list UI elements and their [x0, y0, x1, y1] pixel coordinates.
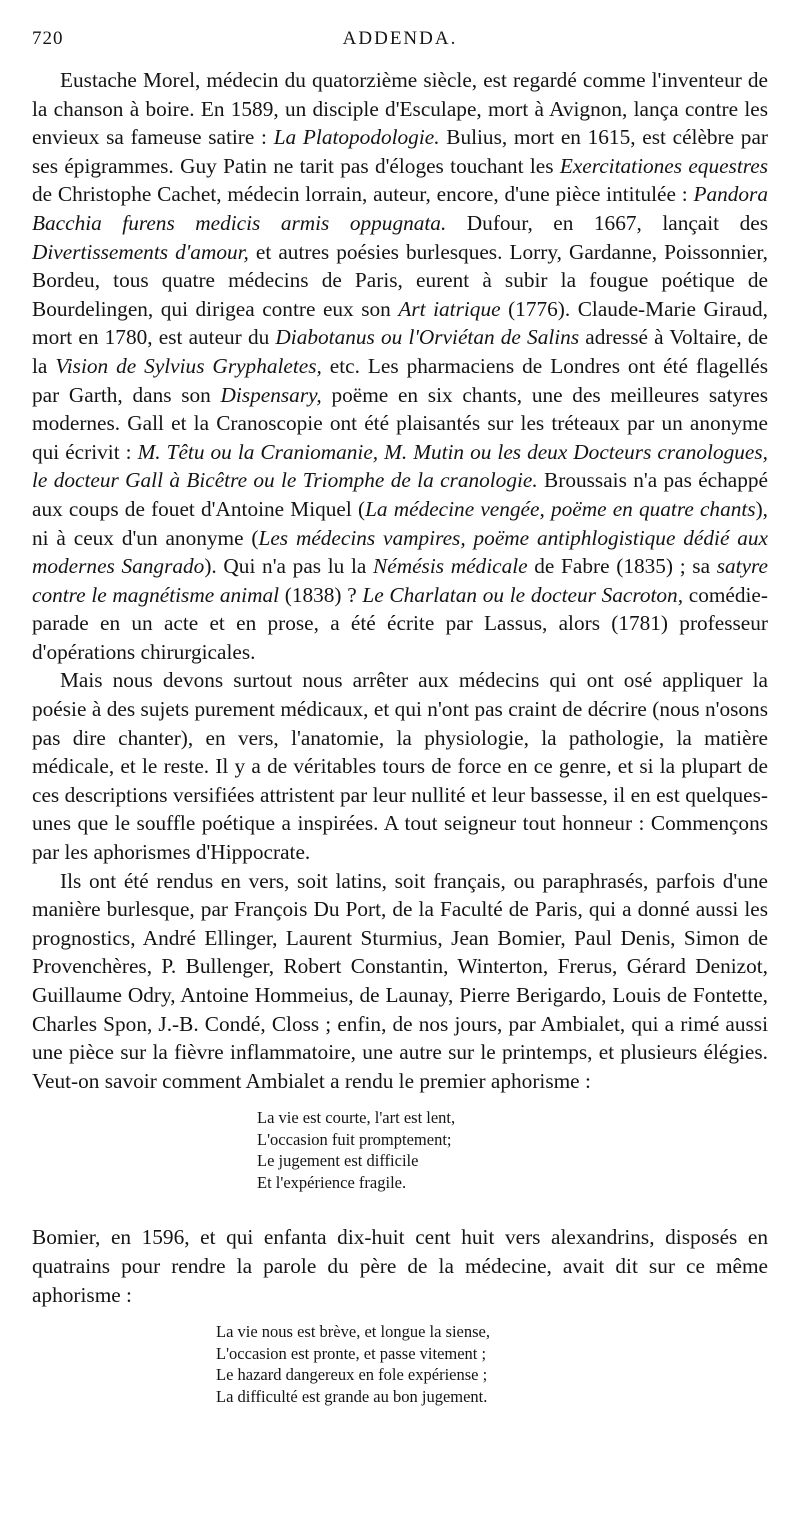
verse-line: Le hazard dangereux en fole expériense ; [216, 1365, 488, 1385]
verse-line: L'occasion est pronte, et passe vitement ; [216, 1343, 487, 1363]
italic-title-run: Pandora Bacchia furens medicis armis oppugnata. [32, 182, 768, 235]
italic-title-run: Dispensary, [220, 382, 322, 407]
text-run: (1838) ? [279, 582, 363, 607]
italic-title-run: La médecine vengée, poëme en quatre chants [365, 496, 756, 521]
verse-ambialet [32, 1107, 768, 1193]
text-run: Broussais n'a pas échappé aux coups de fouet d'Antoine Miquel ( [32, 468, 768, 521]
italic-title-run: Divertissements d'amour, [32, 239, 249, 264]
text-run: poëme en six chants, une des meilleures satyres modernes. Gall et la Cranoscopie ont été plaisantés sur les tréteaux par un anonyme qui écrivit : [32, 382, 768, 464]
verse-line: La vie nous est brève, et longue la siense, [216, 1322, 490, 1342]
text-run: Bomier, en 1596, et qui enfanta dix-huit cent huit vers alexandrins, disposés en quatrains pour rendre la parole du père de la médecine, avait dit sur ce même aphorisme : [32, 1225, 768, 1307]
text-run: et autres poésies burlesques. Lorry, Gardanne, Poissonnier, Bordeu, tous quatre médecins de Paris, eurent à subir la fougue poétique de Bourdelingen, qui dirigea contre eux son [32, 239, 768, 321]
italic-title-run: Les médecins vampires, poëme antiphlogistique dédié aux modernes Sangrado [32, 525, 769, 579]
verse-line: L'occasion fuit promptement; [257, 1129, 452, 1149]
italic-title-run: M. Têtu ou la Craniomanie, M. Mutin ou les deux Docteurs cranologues, le docteur Gall à Bicêtre ou le Triomphe de la cranologie. [32, 439, 768, 493]
paragraph-1 [32, 66, 768, 666]
verse-line: La vie est courte, l'art est lent, [257, 1108, 456, 1128]
running-header [32, 28, 768, 58]
running-title: ADDENDA. [342, 28, 458, 49]
text-run: Bulius, mort en 1615, est célèbre par ses épigrammes. Guy Patin ne tarit pas d'éloges touchant les [32, 125, 768, 178]
text-run: (1776). Claude-Marie Giraud, mort en 1780, est auteur du [32, 296, 768, 350]
italic-title-run: Vision de Sylvius Gryphaletes, [55, 353, 322, 378]
verse-line: Le jugement est difficile [257, 1151, 419, 1171]
verse-line: La difficulté est grande au bon jugement. [216, 1386, 488, 1406]
text-run: de Christophe Cachet, médecin lorrain, auteur, encore, d'une pièce intitulée : [32, 182, 694, 207]
verse-bomier [32, 1321, 768, 1407]
paragraph-3 [32, 867, 768, 1096]
italic-title-run: satyre contre le magnétisme animal [32, 554, 768, 607]
italic-title-run: Némésis médicale [373, 554, 528, 579]
text-run: ). Qui n'a pas lu la [204, 554, 374, 579]
text-run: Ils ont été rendus en vers, soit latins, soit français, ou paraphrasés, parfois d'une manière burlesque, par François Du Port, de la Faculté de Paris, qui a donné aussi les prognostics, André Ellinger, Laurent Sturmius, Jean Bomier, Paul Denis, Simon de Provenchères, P. Bullenger, Robert Constantin, Winterton, Frerus, Gérard Denizot, Guillaume Odry, Antoine Hommeius, de Launay, Pierre Berigardo, Louis de Fontette, Charles Spon, J.-B. Condé, Closs ; enfin, de nos jours, par Ambialet, qui a rimé aussi une pièce sur la fièvre inflammatoire, une autre sur le printemps, et plusieurs élégies. Veut-on savoir comment Ambialet a rendu le premier aphorisme : [32, 868, 768, 1093]
text-run: Dufour, en 1667, lançait des [446, 210, 768, 235]
text-run: comédie-parade en un acte et en prose, a été écrite par Lassus, alors (1781) professeur d'opérations chirurgicales. [32, 582, 768, 664]
paragraph-2 [32, 666, 768, 866]
italic-title-run: Diabotanus ou l'Orviétan de Salins [275, 325, 580, 350]
italic-title-run: Art iatrique [398, 296, 501, 321]
text-run: Eustache Morel, médecin du quatorzième siècle, est regardé comme l'inventeur de la chanson à boire. En 1589, un disciple d'Esculape, mort à Avignon, lança contre les envieux sa fameuse satire : [32, 68, 768, 150]
text-run: etc. Les pharmaciens de Londres ont été flagellés par Garth, dans son [32, 353, 768, 407]
text-run: de Fabre (1835) ; sa [527, 554, 717, 579]
text-run: ), ni à ceux d'un anonyme ( [32, 496, 768, 550]
verse-line: Et l'expérience fragile. [257, 1172, 407, 1192]
text-run: adressé à Voltaire, de la [32, 325, 768, 378]
italic-title-run: Exercitationes equestres [559, 153, 768, 178]
italic-title-run: Le Charlatan ou le docteur Sacroton, [362, 582, 684, 607]
text-run: Mais nous devons surtout nous arrêter aux médecins qui ont osé appliquer la poésie à des sujets purement médicaux, et qui n'ont pas craint de décrire (nous n'osons pas dire chanter), en vers, l'anatomie, la physiologie, la pathologie, la matière médicale, et le reste. Il y a de véritables tours de force en ce genre, et si la plupart de ces descriptions versifiées attristent par leur nullité et leur bassesse, il en est quelques-unes que le souffle poétique a inspirées. A tout seigneur tout honneur : Commençons par les aphorismes d'Hippocrate. [32, 668, 768, 865]
paragraph-4 [32, 1223, 768, 1309]
page-number: 720 [32, 28, 64, 49]
italic-title-run: La Platopodologie. [273, 125, 440, 150]
